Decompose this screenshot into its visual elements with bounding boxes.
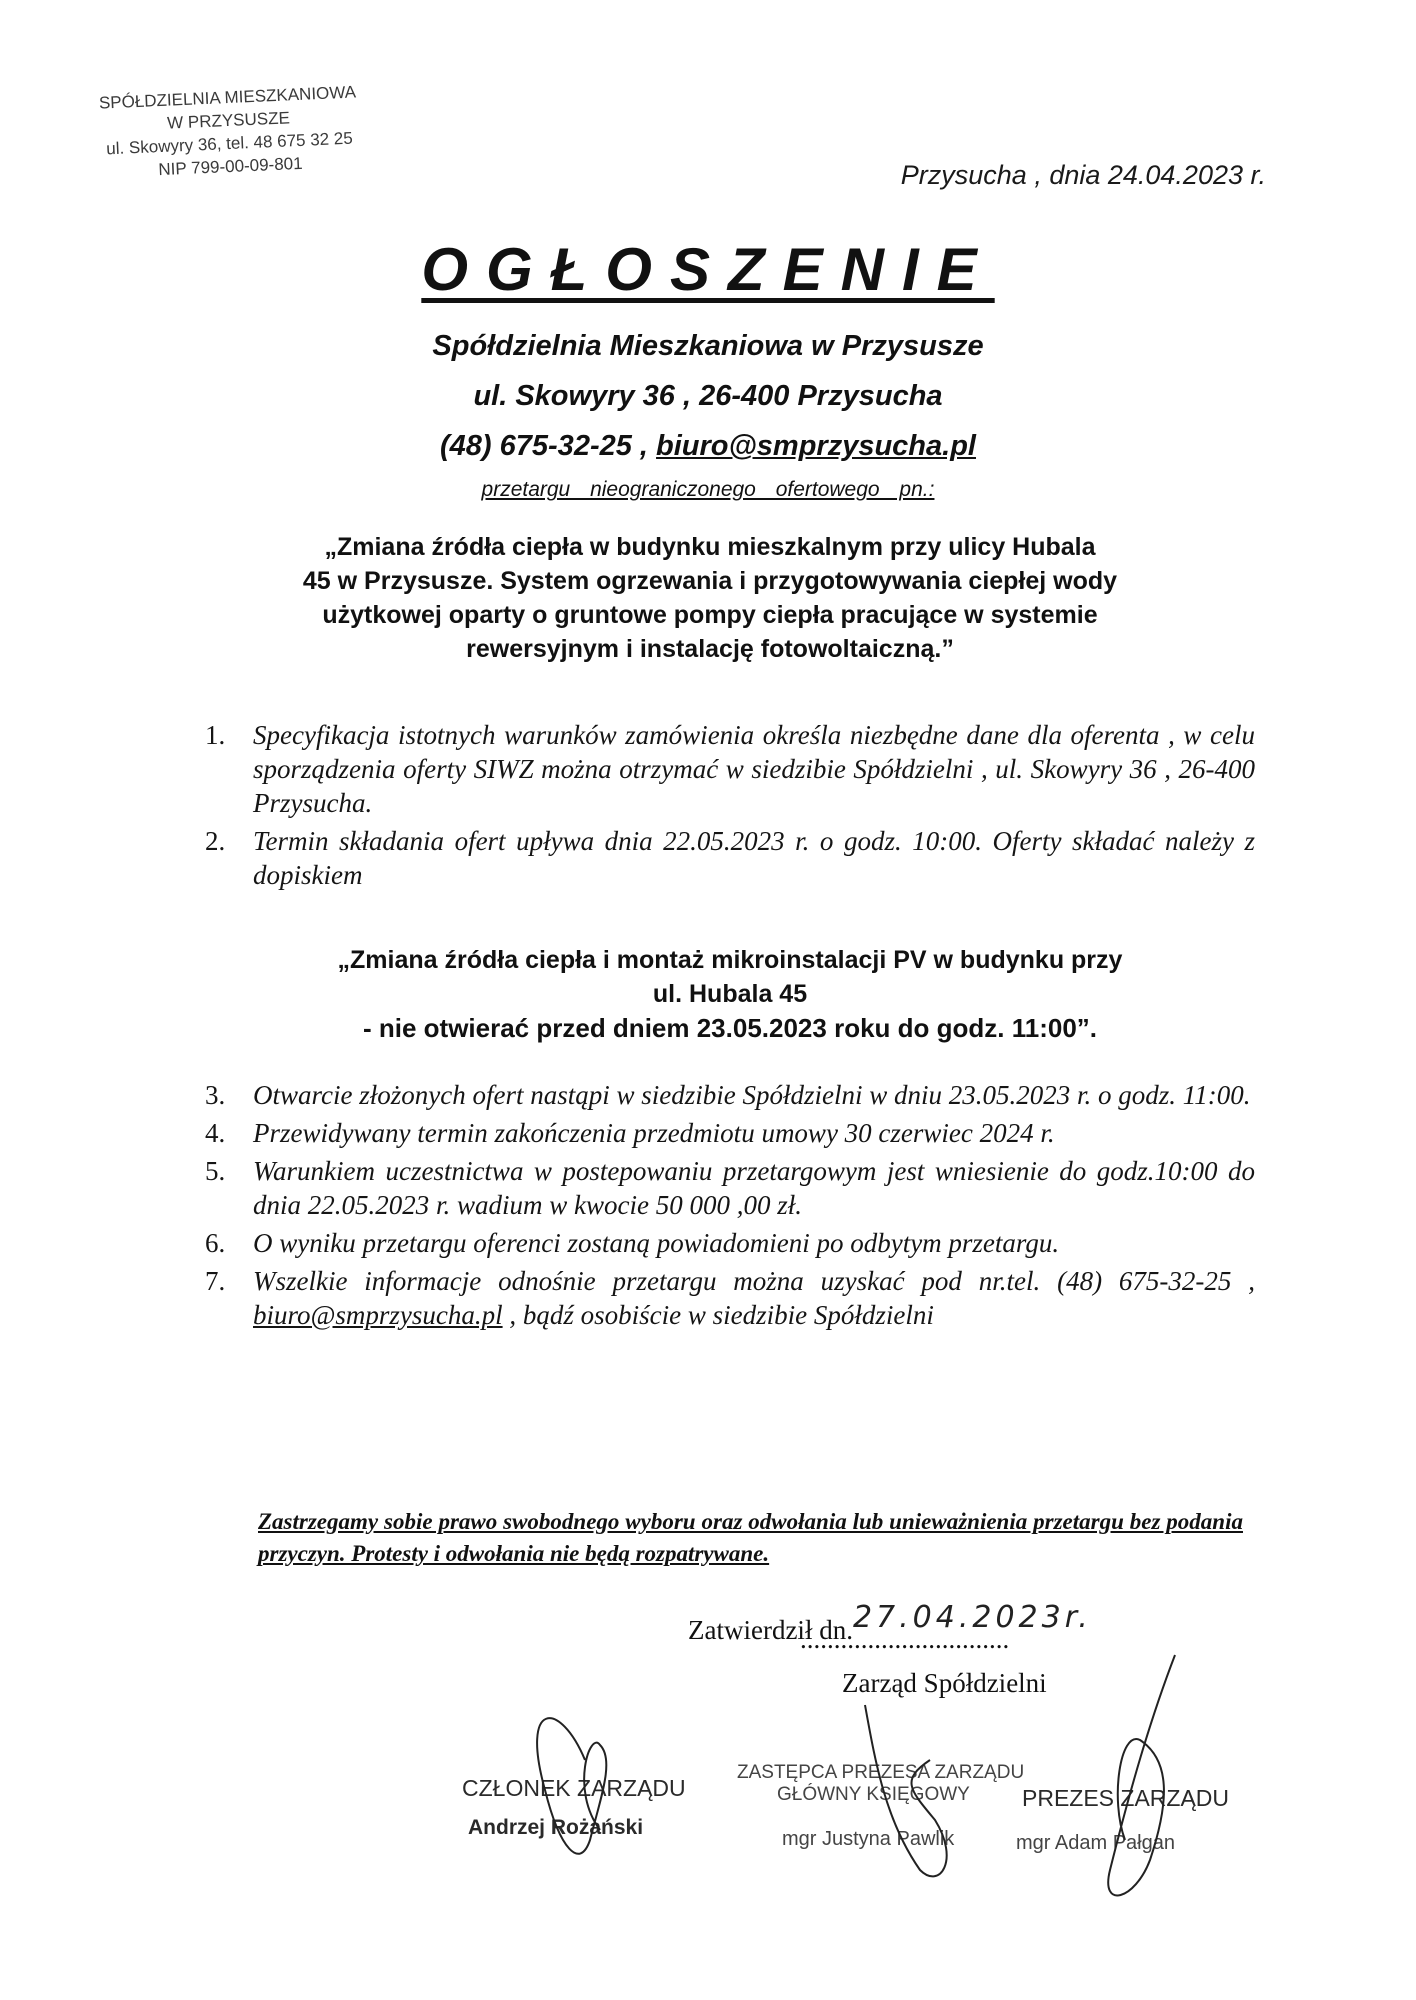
- stamp-line-2: W PRZYSUSZE: [166, 108, 291, 133]
- president-signature-block: [1016, 1785, 1230, 1855]
- list-item: [205, 824, 1255, 892]
- org-name: Spółdzielnia Mieszkaniowa w Przysusze: [432, 330, 984, 362]
- terms-list-part-2: [205, 1078, 1255, 1336]
- cooperative-stamp: [62, 79, 396, 185]
- item-text: Wszelkie informacje odnośnie przetargu można uzyskać pod nr.tel. (48) 675-32-25 ,: [253, 1266, 1255, 1296]
- list-item: [205, 1154, 1255, 1222]
- place-date: Przysucha , dnia 24.04.2023 r.: [900, 160, 1266, 190]
- org-phone: (48) 675-32-25 ,: [440, 430, 657, 462]
- quote-line: użytkowej oparty o gruntowe pompy ciepła pracujące w systemie: [322, 601, 1098, 629]
- quote-line: 45 w Przysusze. System ogrzewania i przygotowywania ciepłej wody: [302, 567, 1118, 595]
- quote2-line: „Zmiana źródła ciepła i montaż mikroinstalacji PV w budynku przy: [337, 946, 1123, 974]
- member-role: CZŁONEK ZARZĄDU: [462, 1775, 686, 1801]
- item-number: 3.: [205, 1080, 226, 1110]
- item-number: 7.: [205, 1266, 226, 1296]
- item-text: O wyniku przetargu oferenci zostaną powiadomieni po odbytym przetargu.: [253, 1228, 1060, 1258]
- stamp-line-4: NIP 799-00-09-801: [158, 153, 303, 180]
- member-name: Andrzej Rożański: [468, 1816, 644, 1839]
- list-item: [205, 1226, 1255, 1260]
- list-item: [205, 1078, 1255, 1112]
- terms-list-part-1: [205, 718, 1255, 896]
- deputy-signature-block: [737, 1762, 1024, 1851]
- item-number: 4.: [205, 1118, 226, 1148]
- org-email-link[interactable]: biuro@smprzysucha.pl: [656, 430, 976, 462]
- list-item: [205, 1264, 1255, 1332]
- president-name: mgr Adam Pałgan: [1016, 1832, 1175, 1854]
- approval-dots: ...............................: [800, 1624, 1010, 1654]
- quote2-line: - nie otwierać przed dniem 23.05.2023 roku do godz. 11:00”.: [362, 1013, 1098, 1043]
- offer-annotation-quote: [230, 943, 1230, 1045]
- deputy-name: mgr Justyna Pawlik: [782, 1828, 955, 1850]
- president-signature: [1108, 1655, 1175, 1895]
- stamp-line-3: ul. Skowyry 36, tel. 48 675 32 25: [105, 128, 354, 159]
- president-role: PREZES ZARZĄDU: [1022, 1785, 1230, 1811]
- deputy-role: ZASTĘPCA PREZESA ZARZĄDU: [737, 1762, 1025, 1783]
- approval-label: Zatwierdził dn.: [688, 1615, 853, 1645]
- item-text: Otwarcie złożonych ofert nastąpi w siedzibie Spółdzielni w dniu 23.05.2023 r. o godz. 11:00.: [253, 1080, 1251, 1110]
- deputy-subrole: GŁÓWNY KSIĘGOWY: [777, 1784, 970, 1805]
- item-text: Warunkiem uczestnictwa w postepowaniu przetargowym jest wniesienie do godz.10:00 do dnia 22.05.2023 r. wadium w kwocie 50 000 ,00 zł.: [253, 1156, 1255, 1220]
- item-number: 6.: [205, 1228, 226, 1258]
- reservation-notice: Zastrzegamy sobie prawo swobodnego wyboru oraz odwołania lub unieważnienia przetargu bez podania przyczyn. Protesty i odwołania nie będą rozpatrywane.: [258, 1509, 1243, 1566]
- list-item: [205, 718, 1255, 820]
- board-label: Zarząd Spółdzielni: [842, 1668, 1047, 1698]
- quote2-line: ul. Hubala 45: [652, 980, 808, 1008]
- list-item: [205, 1116, 1255, 1150]
- quote-line: rewersyjnym i instalację fotowoltaiczną.”: [466, 635, 954, 663]
- org-contact: [0, 430, 1416, 463]
- item-text: , bądź osobiście w siedzibie Spółdzielni: [502, 1300, 934, 1330]
- stamp-line-1: SPÓŁDZIELNIA MIESZKANIOWA: [98, 82, 357, 113]
- item-number: 1.: [205, 720, 226, 750]
- document-title: OGŁOSZENIE: [421, 236, 995, 303]
- approval-line: [688, 1600, 1092, 1654]
- item-text: Termin składania ofert upływa dnia 22.05.2023 r. o godz. 10:00. Oferty składać należy z dopiskiem: [253, 826, 1255, 890]
- tender-name-quote: [180, 530, 1240, 666]
- quote-line: „Zmiana źródła ciepła w budynku mieszkalnym przy ulicy Hubala: [324, 533, 1096, 561]
- item-number: 5.: [205, 1156, 226, 1186]
- item-text: Przewidywany termin zakończenia przedmiotu umowy 30 czerwiec 2024 r.: [253, 1118, 1055, 1148]
- org-address: ul. Skowyry 36 , 26-400 Przysucha: [473, 380, 943, 412]
- contact-email-link[interactable]: biuro@smprzysucha.pl: [253, 1300, 503, 1330]
- member-signature-block: [462, 1775, 686, 1840]
- tender-subtitle: przetargu nieograniczonego ofertowego pn.:: [481, 478, 935, 501]
- handwritten-date: 27.04.2023r.: [852, 1600, 1092, 1635]
- item-text: Specyfikacja istotnych warunków zamówienia określa niezbędne dane dla oferenta , w celu sporządzenia oferty SIWZ można otrzymać w siedzibie Spółdzielni , ul. Skowyry 36 , 26-400 Przysucha.: [253, 720, 1255, 818]
- item-number: 2.: [205, 826, 226, 856]
